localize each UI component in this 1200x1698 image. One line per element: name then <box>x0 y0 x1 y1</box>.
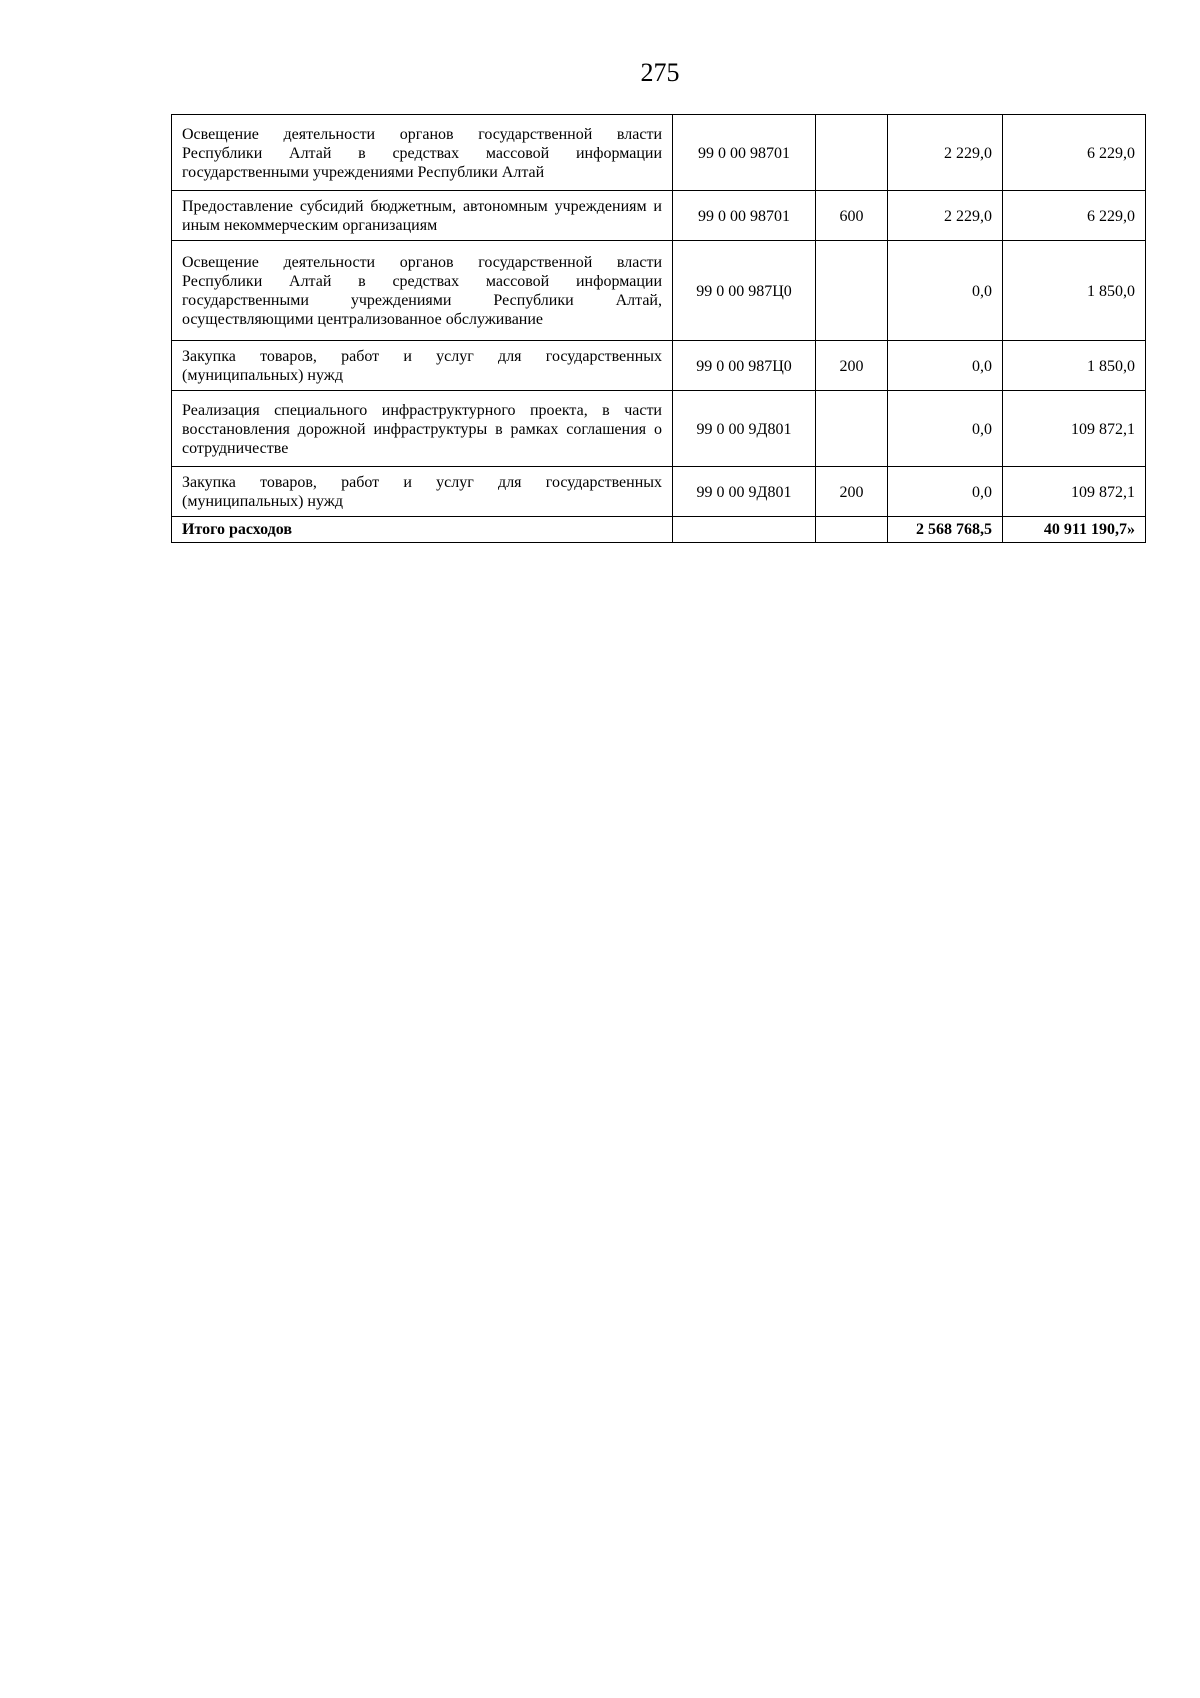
table-row <box>172 467 1146 517</box>
total-row <box>172 517 1146 543</box>
row-expense-type: 200 <box>816 341 888 391</box>
table-row <box>172 341 1146 391</box>
table-row <box>172 191 1146 241</box>
row-amount-1: 0,0 <box>888 391 1003 467</box>
row-amount-2: 6 229,0 <box>1003 191 1146 241</box>
total-amount-2: 40 911 190,7» <box>1003 517 1146 543</box>
row-name: Предоставление субсидий бюджетным, автономным учреждениям и иным некоммерческим организациям <box>172 191 673 241</box>
row-name: Освещение деятельности органов государственной власти Республики Алтай в средствах массовой информации государственными учреждениями Республики Алтай <box>172 115 673 191</box>
row-name: Освещение деятельности органов государственной власти Республики Алтай в средствах массовой информации государственными учреждениями Республики Алтай, осуществляющими централизованное обслуживание <box>172 241 673 341</box>
row-expense-type: 200 <box>816 467 888 517</box>
row-amount-2: 1 850,0 <box>1003 241 1146 341</box>
row-target-code: 99 0 00 98701 <box>673 191 816 241</box>
total-expense-type <box>816 517 888 543</box>
row-expense-type <box>816 241 888 341</box>
row-amount-2: 109 872,1 <box>1003 391 1146 467</box>
row-amount-1: 2 229,0 <box>888 115 1003 191</box>
row-target-code: 99 0 00 987Ц0 <box>673 341 816 391</box>
row-name: Закупка товаров, работ и услуг для государственных (муниципальных) нужд <box>172 467 673 517</box>
table-row <box>172 241 1146 341</box>
total-amount-1: 2 568 768,5 <box>888 517 1003 543</box>
table-row <box>172 115 1146 191</box>
row-amount-2: 109 872,1 <box>1003 467 1146 517</box>
row-target-code: 99 0 00 98701 <box>673 115 816 191</box>
table-row <box>172 391 1146 467</box>
row-target-code: 99 0 00 987Ц0 <box>673 241 816 341</box>
row-expense-type <box>816 391 888 467</box>
row-expense-type <box>816 115 888 191</box>
row-name: Реализация специального инфраструктурного проекта, в части восстановления дорожной инфраструктуры в рамках соглашения о сотрудничестве <box>172 391 673 467</box>
row-amount-1: 0,0 <box>888 467 1003 517</box>
row-amount-2: 1 850,0 <box>1003 341 1146 391</box>
budget-table <box>171 114 1146 543</box>
row-expense-type: 600 <box>816 191 888 241</box>
total-target-code <box>673 517 816 543</box>
row-amount-1: 0,0 <box>888 341 1003 391</box>
row-amount-2: 6 229,0 <box>1003 115 1146 191</box>
row-amount-1: 0,0 <box>888 241 1003 341</box>
row-target-code: 99 0 00 9Д801 <box>673 391 816 467</box>
page-number: 275 <box>640 58 680 87</box>
total-label: Итого расходов <box>172 517 673 543</box>
row-target-code: 99 0 00 9Д801 <box>673 467 816 517</box>
row-name: Закупка товаров, работ и услуг для государственных (муниципальных) нужд <box>172 341 673 391</box>
row-amount-1: 2 229,0 <box>888 191 1003 241</box>
